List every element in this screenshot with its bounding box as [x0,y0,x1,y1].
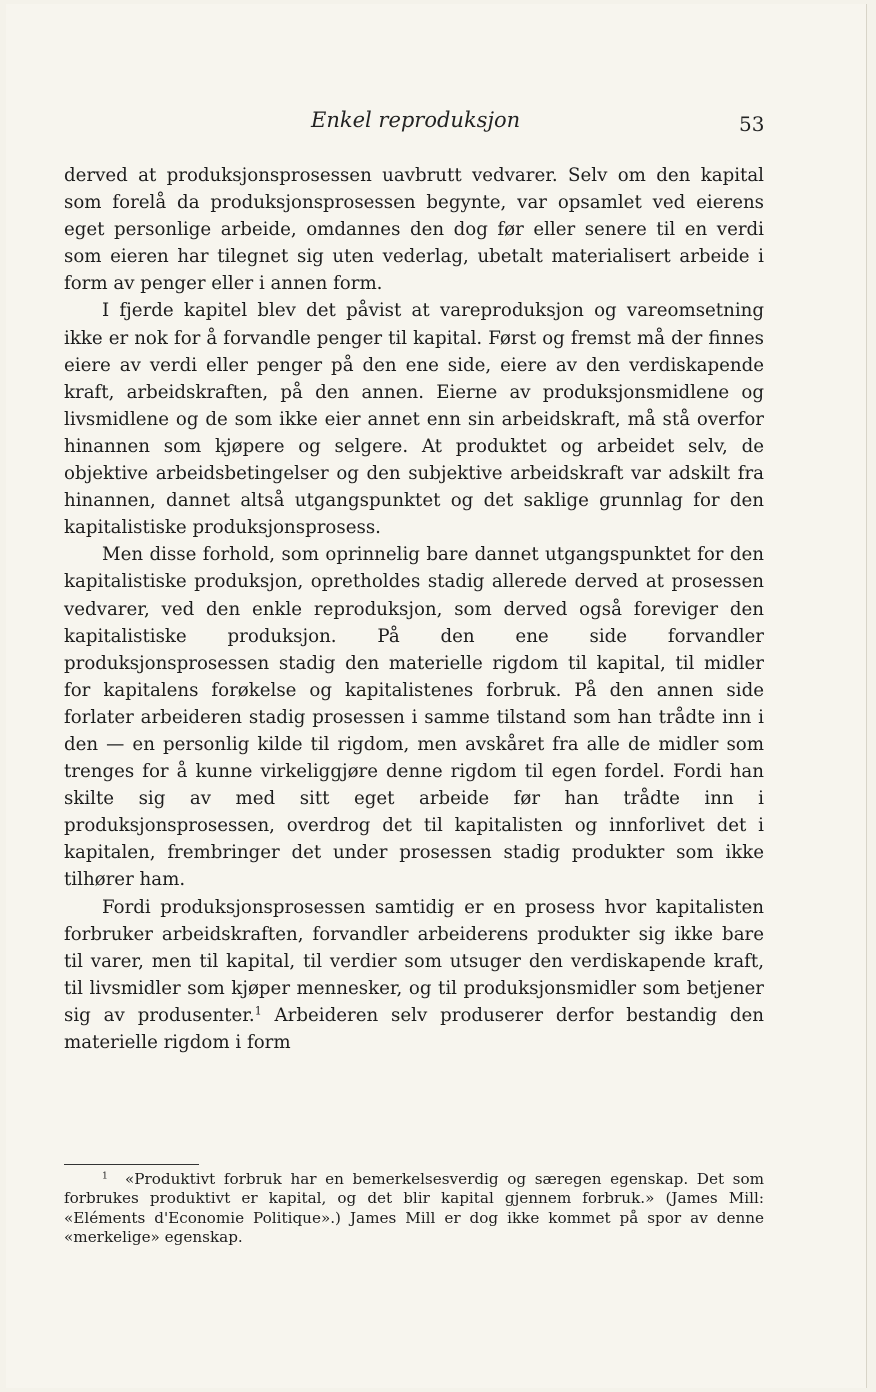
footnote-rule [64,1164,199,1165]
body-text [64,162,764,1056]
footnote-reference: 1 [254,1004,262,1018]
footnote [64,1170,764,1248]
book-page [6,4,867,1388]
paragraph-2: I fjerde kapitel blev det påvist at vareproduksjon og vareomsetning ikke er nok for å forvandle penger til kapital. Først og fremst må der finnes eiere av verdi eller penger på den ene side, eiere av den verdiskapende kraft, arbeidskraften, på den annen. Eierne av produksjonsmidlene og livsmidlene og de som ikke eier annet enn sin arbeidskraft, må stå overfor hinannen som kjøpere og selgere. At produktet og arbeidet selv, de objektive arbeidsbetingelser og den subjektive arbeidskraft var adskilt fra hinannen, dannet altså utgangspunktet og det saklige grunnlag for den kapitalistiske produksjonsprosess. [64,300,764,539]
footnote-text: «Produktivt forbruk har en bemerkelsesverdig og særegen egenskap. Det som forbrukes produktivt er kapital, og det blir kapital gjennem forbruk.» (James Mill: «Eléments d'Economie Politique».) James Mill er dog ikke kommet på spor av denne «merkelige» egenskap. [64,1170,764,1247]
paragraph-4 [64,894,764,1057]
running-title: Enkel reproduksjon [311,108,521,132]
footnote-marker: 1 [102,1171,108,1182]
paragraph-3: Men disse forhold, som oprinnelig bare dannet utgangspunktet for den kapitalistiske produksjon, opretholdes stadig allerede derved at prosessen vedvarer, ved den enkle reproduksjon, som derved også foreviger den kapitalistiske produksjon. På den ene side forvandler produksjonsprosessen stadig den materielle rigdom til kapital, til midler for kapitalens forøkelse og kapitalistenes forbruk. På den annen side forlater arbeideren stadig prosessen i samme tilstand som han trådte inn i den — en personlig kilde til rigdom, men avskåret fra alle de midler som trenges for å kunne virkeliggjøre denne rigdom til egen fordel. Fordi han skilte sig av med sitt eget arbeide før han trådte inn i produksjonsprosessen, overdrog det til kapitalisten og innforlivet det i kapitalen, frembringer det under prosessen stadig produkter som ikke tilhører ham. [64,544,764,891]
page-number: 53 [739,112,765,136]
page-header [6,104,866,144]
paragraph-4-tail: Arbeideren selv produserer derfor bestandig den materielle rigdom i form [64,1004,764,1053]
paragraph-4-text: Fordi produksjonsprosessen samtidig er en prosess hvor kapitalisten forbruker arbeidskraften, forvandler arbeiderens produkter sig ikke bare til varer, men til kapital, til verdier som utsuger den verdiskapende kraft, til livsmidler som kjøper mennesker, og til produksjonsmidler som betjener sig av produsenter. [64,896,764,1026]
paragraph-1: derved at produksjonsprosessen uavbrutt vedvarer. Selv om den kapital som forelå da produksjonsprosessen begynte, var opsamlet ved eierens eget personlige arbeide, omdannes den dog før eller senere til en verdi som eieren har tilegnet sig uten vederlag, ubetalt materialisert arbeide i form av penger eller i annen form. [64,165,764,295]
